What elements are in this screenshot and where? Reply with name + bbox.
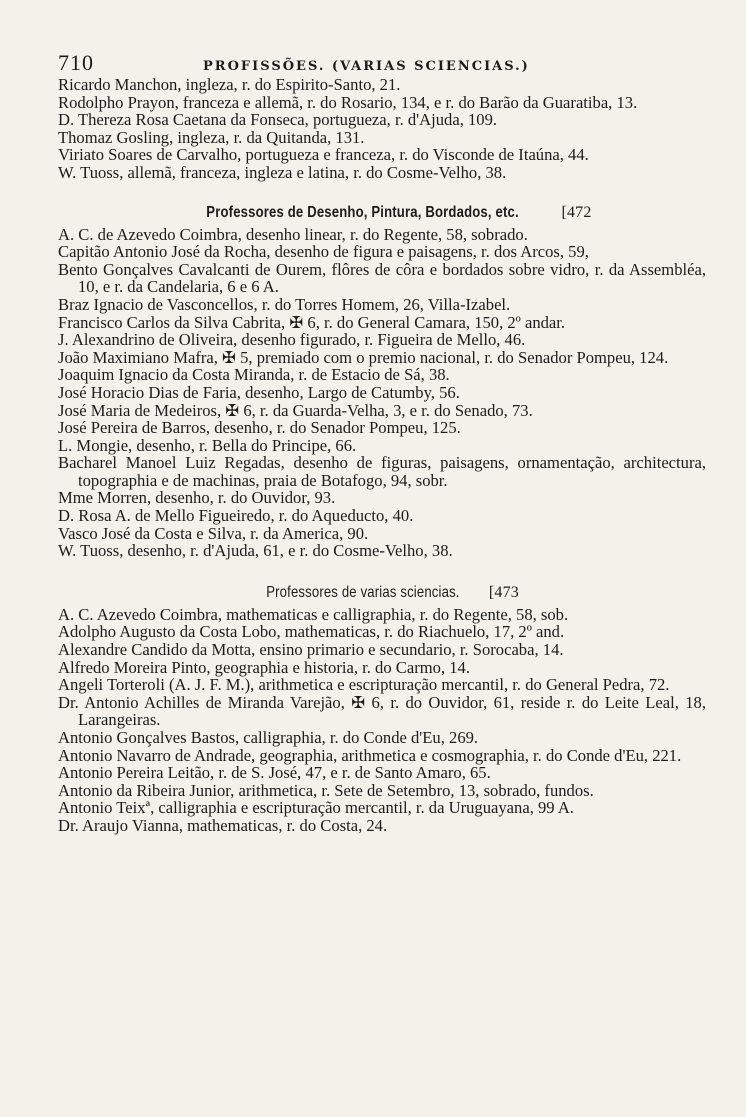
list-item: W. Tuoss, allemã, franceza, ingleza e latina, r. do Cosme-Velho, 38. [58,162,507,182]
section-title: Professores de Desenho, Pintura, Bordados, etc. [206,203,520,221]
list-item: Ricardo Manchon, ingleza, r. do Espirito-Santo, 21. [58,75,401,94]
list-item: Bacharel Manoel Luiz Regadas, desenho de figuras, paisagens, ornamentação, architectura, topographia e de machinas, praia de Botafogo, 94, sobr. [58,453,706,490]
sciencias-list [58,606,706,835]
list-item: José Horacio Dias de Faria, desenho, Largo de Catumby, 56. [58,382,460,402]
list-item: Alexandre Candido da Motta, ensino primario e secundario, r. Sorocaba, 14. [58,640,564,660]
list-item: Angeli Torteroli (A. J. F. M.), arithmetica e escripturação mercantil, r. do General Pedra, 72. [58,675,670,695]
list-item: Dr. Araujo Vianna, mathematicas, r. do Costa, 24. [58,815,388,835]
list-item: Thomaz Gosling, ingleza, r. da Quitanda, 131. [58,127,365,147]
running-title: PROFISSÕES. (VARIAS SCIENCIAS.) [203,59,530,74]
list-item: Antonio da Ribeira Junior, arithmetica, r. Sete de Setembro, 13, sobrado, fundos. [58,780,594,800]
list-item: Dr. Antonio Achilles de Miranda Varejão, ✠ 6, r. do Ouvidor, 61, reside r. do Leite Leal, 18, Larangeiras. [58,692,706,730]
list-item: Joaquim Ignacio da Costa Miranda, r. de Estacio de Sá, 38. [58,365,450,385]
list-item: Capitão Antonio José da Rocha, desenho de figura e paisagens, r. dos Arcos, 59, [58,242,589,262]
section-title: Professores de varias sciencias. [266,583,460,601]
list-item: Alfredo Moreira Pinto, geographia e historia, r. do Carmo, 14. [58,657,470,677]
list-item: Francisco Carlos da Silva Cabrita, ✠ 6, r. do General Camara, 150, 2º andar. [58,312,566,332]
list-item: W. Tuoss, desenho, r. d'Ajuda, 61, e r. do Cosme-Velho, 38. [58,541,453,561]
list-item: João Maximiano Mafra, ✠ 5, premiado com o premio nacional, r. do Senador Pompeu, 124. [58,347,669,367]
section-heading-desenho [58,204,706,222]
list-item: Adolpho Augusto da Costa Lobo, mathematicas, r. do Riachuelo, 17, 2º and. [58,622,565,642]
list-item: Antonio Pereira Leitão, r. de S. José, 47, e r. de Santo Amaro, 65. [58,763,491,783]
list-item: D. Rosa A. de Mello Figueiredo, r. do Aqueducto, 40. [58,506,414,526]
list-item: Mme Morren, desenho, r. do Ouvidor, 93. [58,488,336,508]
list-item: Rodolpho Prayon, franceza e allemã, r. do Rosario, 134, e r. do Barão da Guaratiba, 13. [58,92,638,112]
desenho-list [58,226,706,560]
page-header [58,50,706,74]
list-item: José Maria de Medeiros, ✠ 6, r. da Guarda-Velha, 3, e r. do Senado, 73. [58,400,533,420]
list-item: J. Alexandrino de Oliveira, desenho figurado, r. Figueira de Mello, 46. [58,330,526,350]
list-item: D. Thereza Rosa Caetana da Fonseca, portugueza, r. d'Ajuda, 109. [58,110,498,130]
list-item: José Pereira de Barros, desenho, r. do Senador Pompeu, 125. [58,418,461,438]
list-item: Braz Ignacio de Vasconcellos, r. do Torres Homem, 26, Villa-Izabel. [58,294,511,314]
list-item: Bento Gonçalves Cavalcanti de Ourem, flôres de côra e bordados sobre vidro, r. da Assembléa, 10, e r. da Candelaria, 6 e 6 A. [58,259,706,297]
list-item: A. C. de Azevedo Coimbra, desenho linear, r. do Regente, 58, sobrado. [58,224,528,244]
list-item: A. C. Azevedo Coimbra, mathematicas e calligraphia, r. do Regente, 58, sob. [58,604,569,624]
intro-list [58,76,706,182]
list-item: Vasco José da Costa e Silva, r. da America, 90. [58,523,369,543]
list-item: Antonio Gonçalves Bastos, calligraphia, r. do Conde d'Eu, 269. [58,728,479,747]
page-number: 710 [58,50,94,75]
list-item: L. Mongie, desenho, r. Bella do Principe, 66. [58,435,357,455]
section-number: [473 [488,583,519,601]
section-heading-sciencias [58,584,706,602]
list-item: Antonio Navarro de Andrade, geographia, arithmetica e cosmographia, r. do Conde d'Eu, 221. [58,745,682,765]
list-item: Viriato Soares de Carvalho, portugueza e franceza, r. do Visconde de Itaúna, 44. [58,145,589,165]
section-number: [472 [561,203,592,221]
list-item: Antonio Teixª, calligraphia e escripturação mercantil, r. da Uruguayana, 99 A. [58,798,574,818]
